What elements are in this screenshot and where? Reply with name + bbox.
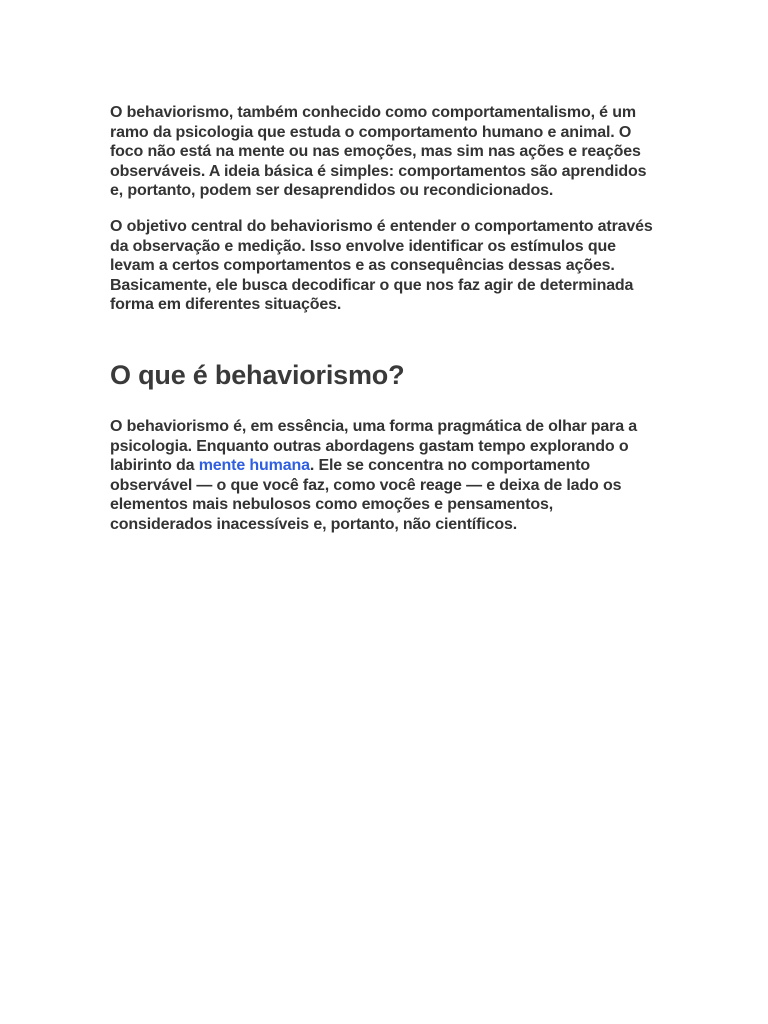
mente-humana-link[interactable]: mente humana: [198, 457, 310, 475]
section-heading: O que é behaviorismo?: [110, 359, 405, 390]
definition-text-end: . Ele se concentra no comportamento observável — o que você faz, como você reage — e deixa de lado os elementos mais nebulosos como emoções e pensamentos, considerados inacessíveis e, portanto, não científicos.: [110, 457, 622, 533]
definition-text-start: O behaviorismo é, em essência, uma forma pragmática de olhar para a psicologia. Enquanto outras abordagens gastam tempo explorando o labirinto da: [110, 417, 638, 475]
definition-paragraph: [110, 417, 655, 535]
article-body: [110, 103, 655, 535]
intro-paragraph: O behaviorismo, também conhecido como comportamentalismo, é um ramo da psicologia que estuda o comportamento humano e animal. O foco não está na mente ou nas emoções, mas sim nas ações e reações observáveis. A ideia básica é simples: comportamentos são aprendidos e, portanto, podem ser desaprendidos ou recondicionados.: [110, 104, 647, 200]
objective-paragraph: O objetivo central do behaviorismo é entender o comportamento através da observação e medição. Isso envolve identificar os estímulos que levam a certos comportamentos e as consequências dessas ações. Basicamente, ele busca decodificar o que nos faz agir de determinada forma em diferentes situações.: [110, 217, 653, 314]
